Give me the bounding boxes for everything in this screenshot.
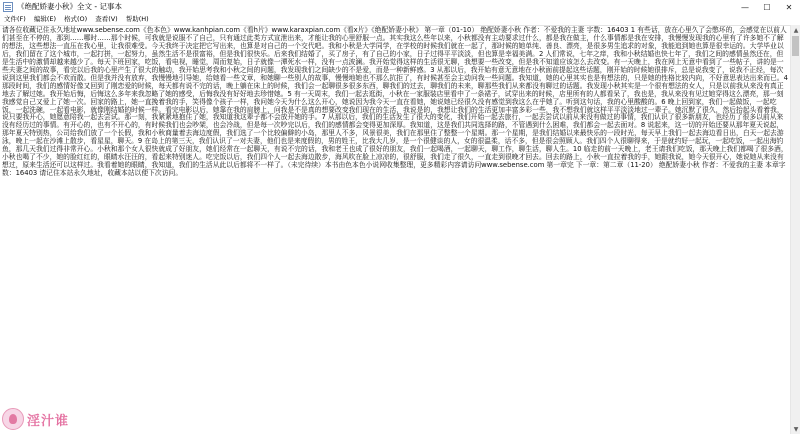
menu-bar [0,14,800,25]
title-bar[interactable] [0,0,800,15]
menu-view[interactable]: 查看(V) [95,15,118,23]
window-controls [734,0,800,14]
scroll-thumb[interactable] [792,36,799,56]
menu-format[interactable]: 格式(O) [64,15,88,23]
window-title: 《绝配娇妻小秋》全文 - 记事本 [17,2,122,11]
watermark-text: 淫汁谁 [27,413,70,429]
vertical-scrollbar[interactable] [790,25,800,434]
menu-edit[interactable]: 编辑(E) [33,15,56,23]
close-icon[interactable]: ✕ [785,2,793,12]
maximize-icon[interactable]: ☐ [763,2,771,12]
menu-help[interactable]: 帮助(H) [125,15,149,23]
menu-file[interactable]: 文件(F) [4,15,26,23]
minimize-icon[interactable]: — [741,2,749,12]
notepad-icon [3,2,13,12]
text-editor-area[interactable] [0,25,790,434]
document-text: 请各位收藏记住永久地址www.sebense.com《色本色》www.kanhpian.com《看h片》www.karaxpian.com《看x片》《绝配娇妻小秋》 第一章（01-10） 绝配娇妻小秋 作者：不爱我的主妻 字数：16403 1 有些话，放在心里久了会憋坏的，会感觉在以前人们甚至在不停的，那到……哪时……那个时候，可我就是说服不了自己，只有通过此类方式宣泄出来，才能让我的心里舒服一点。其实我这么些年以来，小秋都没有主动要求过什么，都是我在做主，什么事情都是我在安排，我慢慢发现我的心里有了许多她不了解的想法，这些想法一直压在我心里，让我很难受。今天我终于决定把它写出来，也算是对自己的一个交代吧。我和小秋是大学同学，在学校的时候我们就在一起了，那时候的她单纯、善良、漂亮，是很多男生追求的对象，我能追到她也算是很幸运的。大学毕业以后，我们留在了这个城市，一起打拼，一起努力，虽然生活不是很富裕，但是我们很快乐。后来我们结婚了，买了房子，有了自己的小家，日子过得平平淡淡，但也算是幸福美满。2 人们常说，七年之痒，我和小秋结婚也快七年了，我们之间的感情虽然还在，但是生活中的激情却越来越少了。每天下班回家，吃饭，看电视，睡觉，周而复始，日子就像一潭死水一样，没有一点波澜。我开始觉得这样的生活很无聊，我想要一些改变，但是我不知道应该怎么去改变。有一天晚上，我在网上无意中看到了一些帖子，讲的是一些夫妻之间的故事，看完以后我的心里产生了很大的触动，我开始思考我和小秋之间的问题，我发现我们之间缺少的不是爱，而是一种新鲜感。3 从那以后，我开始有意无意地在小秋面前提起这些话题，刚开始的时候她很排斥，总是说我变了，说我不正经，每次说到这里我们都会不欢而散。但是我并没有放弃，我慢慢地引导她，给她看一些文章，和她聊一些别人的故事，慢慢地她也不那么抗拒了，有时候甚至会主动问我一些问题。我知道，她的心里其实也是有想法的，只是她的性格比较内向，不好意思表达出来而已。4 那段时间，我们的感情好像又回到了刚恋爱的时候，每天都有说不完的话，晚上躺在床上的时候，我们会一起聊很多很多东西，聊我们的过去，聊我们的未来，聊那些我们从来都没有聊过的话题。我发现小秋其实是一个很有想法的女人，只是以前我从来没有真正地去了解过她。我开始后悔，后悔这么多年来我忽略了她的感受，后悔我没有好好地去珍惜她。5 有一天周末，我们一起去逛街，小秋在一家服装店里看中了一条裙子，试穿出来的时候，店里所有的人都看呆了，我也是，我从来没有见过她穿得这么漂亮，那一刻我感觉自己又爱上了她一次。回家的路上，她一直挽着我的手，笑得像个孩子一样，我问她今天为什么这么开心，她说因为我今天一直在看她，她说她已经很久没有感觉到我这么在乎她了。听到这句话，我的心里酸酸的。6 晚上回到家，我们一起做饭，一起吃饭，一起洗碗，一起看电影，就像刚结婚的时候一样。看完电影以后，她靠在我的肩膀上，问我是不是真的想要改变我们现在的生活，我说是的，我想让我们的生活更加丰富多彩一些，我不想我们就这样平平淡淡地过一辈子。她沉默了很久，然后抬起头看着我，说只要我开心，她愿意陪我一起去尝试。那一刻，我紧紧地抱住了她，我知道我这辈子都不会放开她的手。7 从那以后，我们的生活发生了很大的变化，我们开始一起去旅行，一起去尝试以前从来没有做过的事情，我们认识了很多新朋友，也经历了很多以前从来没有经历过的事情。有开心的，也有不开心的，有时候我们也会吵架，也会冷战，但是每一次吵完以后，我们的感情都会变得更加深厚。我知道，这是我们共同选择的路，不管遇到什么困难，我们都会一起去面对。8 说起来，这一切的开始还要从那年夏天说起，那年夏天特别热，公司给我们放了一个长假，我和小秋商量着去海边度假，我们选了一个比较偏僻的小岛，那里人不多，风景很美，我们在那里住了整整一个星期。那一个星期，是我们结婚以来最快乐的一段时光，每天早上我们一起去海边看日出，白天一起去游泳，晚上一起在沙滩上散步，看星星，聊天。9 在岛上的第三天，我们认识了一对夫妻，他们也是来度假的，男的姓王，比我大几岁，是一个很健谈的人，女的很温柔，话不多，但是很会照顾人。我们四个人很聊得来，于是就约好一起玩，一起吃饭，一起出海钓鱼，那几天我们过得非常开心。小秋和那个女人很快就成了好朋友，她们经常在一起聊天，有说不完的话，我和老王也成了很好的朋友，我们一起喝酒，一起聊天，聊工作，聊生活，聊人生。10 临走的前一天晚上，老王请我们吃饭，那天晚上我们都喝了很多酒，小秋也喝了不少，她的脸红红的，眼睛水汪汪的，看起来特别迷人。吃完饭以后，我们四个人一起去海边散步，海风吹在脸上凉凉的，很舒服，我们走了很久，一直走到很晚才回去。回去的路上，小秋一直拉着我的手，她跟我说，她今天很开心，她说她从来没有想过，原来生活还可以这样过。我看着她的眼睛，我知道，我们的生活从此以后都将不一样了。（未完待续）本书由色本色小说网收集整理，更多精彩内容请访问www.sebense.com 第一章完 下一章：第二章（11-20） 绝配娇妻小秋 作者：不爱我的主妻 本章字数：16403 请记住本站永久地址，收藏本站以便下次访问。 [2,26,790,178]
scroll-down-arrow-icon[interactable]: ▼ [793,425,799,433]
scroll-up-arrow-icon[interactable]: ▲ [793,26,799,34]
